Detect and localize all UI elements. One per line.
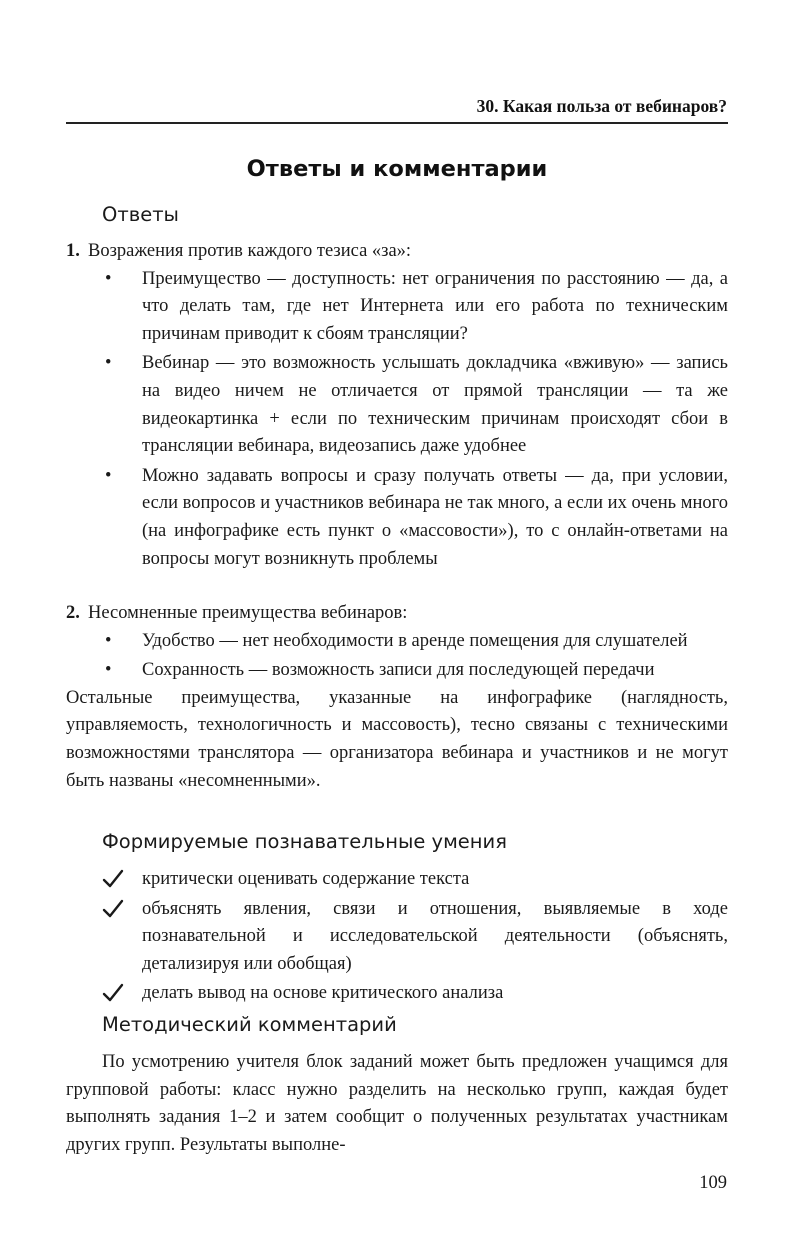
answer-2-paragraph: Остальные преимущества, указанные на инфографике (наглядность, управляемость, технологичность и массовость), тесно связаны с техническими возможностями транслятора — организатора вебинара и участников и не могут быть названы «несомненными». [66, 687, 728, 791]
bullet-text: Можно задавать вопросы и сразу получать ответы — да, при условии, если вопросов и участников вебинара не так много, а если их очень много (на инфографике есть пункт о «массовости»), то с онлайн-ответами на вопросы могут возникнуть проблемы [142, 465, 728, 569]
bullet-text: Удобство — нет необходимости в аренде помещения для слушателей [142, 630, 688, 651]
bullet-icon: • [105, 630, 112, 651]
answers-heading: Ответы [102, 203, 179, 226]
bullet-icon: • [105, 660, 112, 681]
answer-item-1 [66, 238, 728, 573]
skill-text: объяснять явления, связи и отношения, выявляемые в ходе познавательной и исследовательской деятельности (объяснять, детализируя или обобщая) [142, 898, 728, 974]
list-item [66, 657, 728, 685]
skill-text: критически оценивать содержание текста [142, 869, 470, 889]
page-number: 109 [699, 1173, 727, 1193]
method-paragraph: По усмотрению учителя блок заданий может быть предложен учащимся для групповой работы: класс нужно разделить на несколько групп, каждая будет выполнять задания 1–2 и затем сообщит о полученных результатах участникам других групп. Результаты выполне- [66, 1052, 728, 1155]
running-head: 30. Какая польза от вебинаров? [476, 96, 727, 116]
skills-heading: Формируемые познавательные умения [102, 830, 507, 853]
skill-text: делать вывод на основе критического анализа [142, 983, 504, 1004]
bullet-icon: • [105, 353, 112, 374]
list-item [66, 866, 728, 894]
bullet-text: Преимущество — доступность: нет ограничения по расстоянию — да, а что делать там, где нет Интернета или его работа по техническим причинам приводит к сбоям трансляции? [142, 268, 728, 344]
skills-list [66, 866, 728, 1008]
answer-item-2 [66, 600, 728, 795]
answer-number-2: 2. [66, 603, 80, 623]
answer-text-2: Несомненные преимущества вебинаров: [88, 603, 408, 623]
list-item [66, 266, 728, 349]
bullet-text: Вебинар — это возможность услышать докладчика «вживую» — запись на видео ничем не отличается от прямой трансляции — та же видеокартинка + если по техническим причинам происходят сбои в трансляции вебинара, видеозапись даже удобнее [142, 353, 728, 457]
check-icon [102, 898, 124, 920]
bullet-icon: • [105, 268, 112, 289]
list-item [66, 628, 728, 656]
list-item [66, 980, 728, 1008]
answer-text-1: Возражения против каждого тезиса «за»: [88, 241, 412, 261]
bullet-text: Сохранность — возможность записи для последующей передачи [142, 660, 655, 681]
method-comment [66, 1049, 728, 1159]
list-item [66, 350, 728, 460]
header-rule [66, 122, 728, 124]
page-title: Ответы и комментарии [246, 156, 548, 182]
list-item [66, 463, 728, 573]
method-heading: Методический комментарий [102, 1013, 397, 1036]
answer-number-1: 1. [66, 241, 80, 261]
bullet-icon: • [105, 465, 112, 486]
check-icon [102, 982, 124, 1004]
list-item [66, 896, 728, 979]
check-icon [102, 868, 124, 890]
